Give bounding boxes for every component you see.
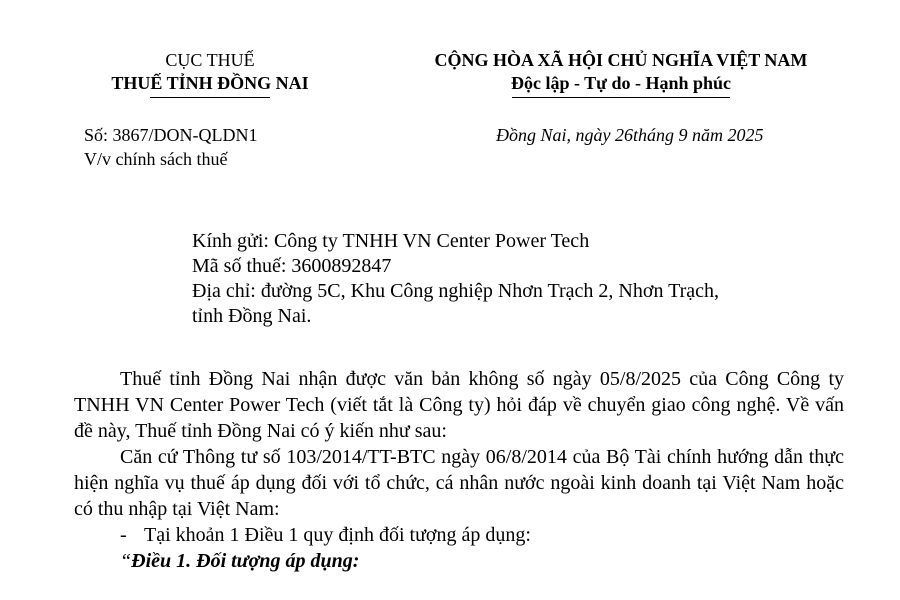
body-paragraph-2: Căn cứ Thông tư số 103/2014/TT-BTC ngày 06/8/2014 của Bộ Tài chính hướng dẫn thực hiện nghĩa vụ thuế áp dụng đối với tổ chức, cá nhân nước ngoài kinh doanh tại Việt Nam hoặc có thu nhập tại Việt Nam: (74, 446, 844, 520)
recipient-address-line2: tỉnh Đồng Nai. (192, 305, 312, 327)
bullet-item (74, 522, 844, 548)
recipient-tax-code: Mã số thuế: 3600892847 (192, 255, 392, 277)
article-open-quote: “ (120, 550, 132, 572)
article-title: Điều 1. Đối tượng áp dụng: (131, 550, 360, 572)
agency-parent: CỤC THUẾ (165, 50, 255, 70)
bullet-item-text: Tại khoản 1 Điều 1 quy định đối tượng áp dụng: (144, 524, 531, 546)
recipient-block (192, 229, 852, 329)
agency-name: THUẾ TỈNH ĐỒNG NAI (111, 73, 309, 93)
national-title: CỘNG HÒA XÃ HỘI CHỦ NGHĨA VIỆT NAM (434, 50, 808, 70)
motto-underline (512, 97, 730, 98)
agency-underline (150, 97, 270, 98)
document-subject: V/v chính sách thuế (84, 149, 228, 169)
recipient-to: Kính gửi: Công ty TNHH VN Center Power Tech (192, 230, 590, 252)
document-body (74, 366, 844, 574)
bullet-dash: - (120, 524, 127, 546)
article-heading (74, 548, 844, 574)
recipient-address-line1: Địa chỉ: đường 5C, Khu Công nghiệp Nhơn Trạch 2, Nhơn Trạch, (192, 280, 720, 302)
national-motto: Độc lập - Tự do - Hạnh phúc (510, 73, 732, 93)
document-date: Đồng Nai, ngày 26tháng 9 năm 2025 (496, 125, 764, 145)
document-number: Số: 3867/DON-QLDN1 (84, 125, 258, 145)
body-paragraph-1: Thuế tỉnh Đồng Nai nhận được văn bản không số ngày 05/8/2025 của Công Công ty TNHH VN Center Power Tech (viết tắt là Công ty) hỏi đáp về chuyển giao công nghệ. Về vấn đề này, Thuế tỉnh Đồng Nai có ý kiến như sau: (74, 368, 844, 442)
